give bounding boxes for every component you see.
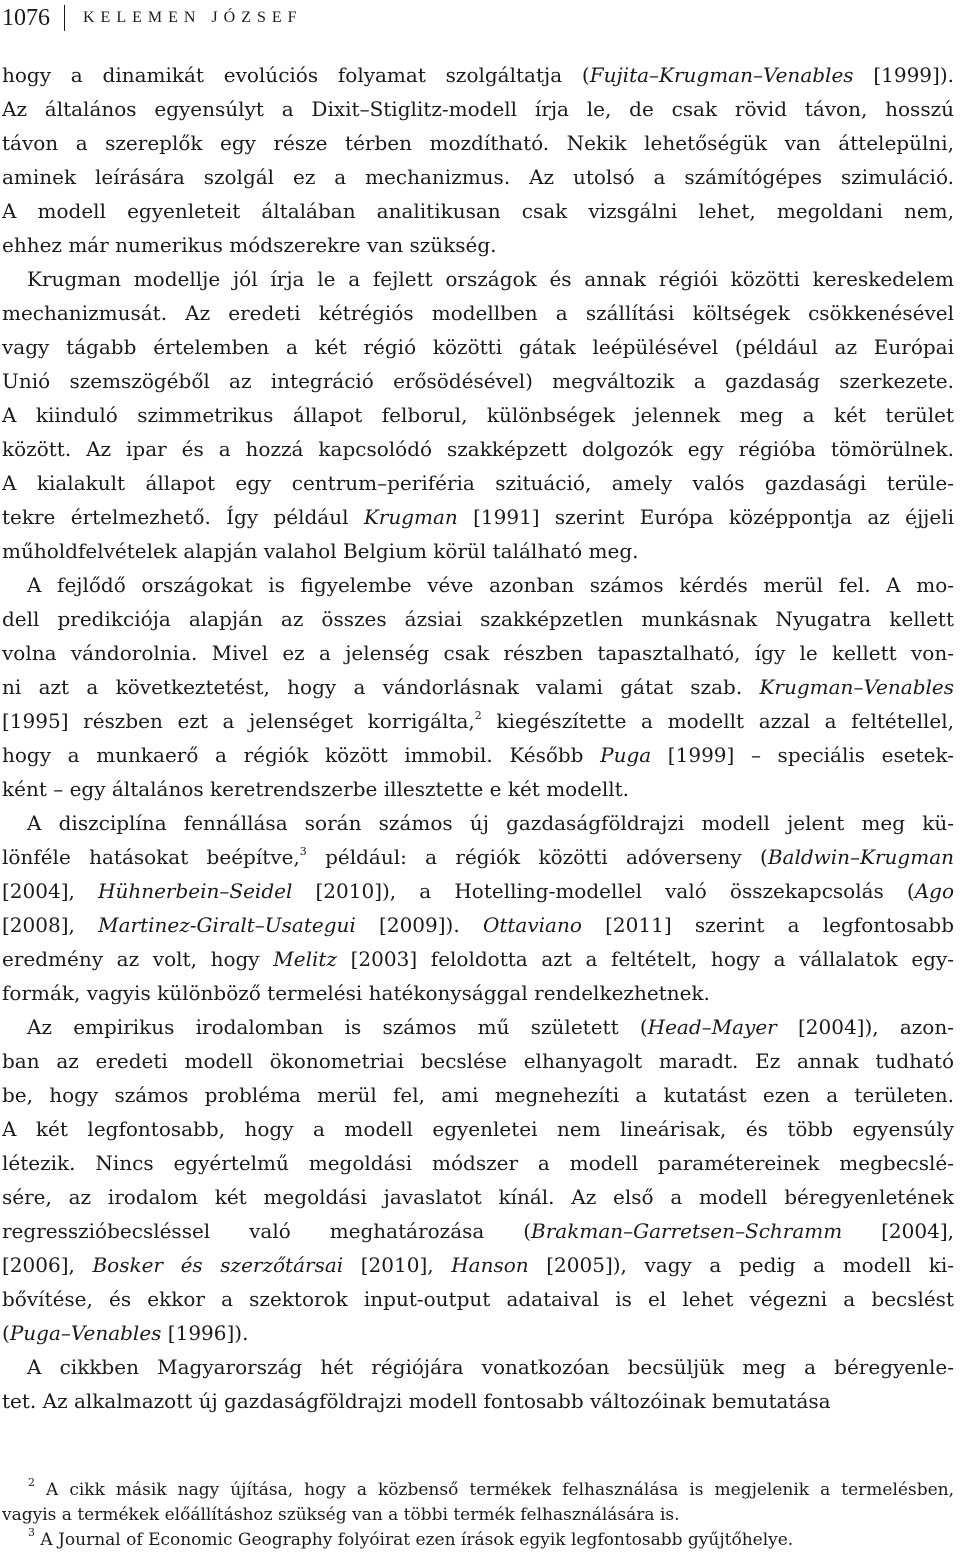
text-line: (Puga–Venables [1996]). [2,1321,249,1345]
text-line: A két legfontosabb, hogy a modell egyenletei nem lineárisak, és több egyensúly [2,1117,954,1141]
footnote-marker: 3 [299,845,307,858]
text-line: [2006], Bosker és szerzőtársai [2010], Hanson [2005]), vagy a pedig a modell ki- [2,1253,954,1277]
text-line: [2008], Martinez-Giralt–Usategui [2009]). Ottaviano [2011] szerint a legfontosabb [2,913,954,937]
text-line: sére, az irodalom két megoldási javaslatot kínál. Az első a modell béregyenletének [2,1185,954,1209]
text-line: ni azt a következtetést, hogy a vándorlásnak valami gátat szab. Krugman–Venables [2,675,954,699]
text-line: hogy a dinamikát evolúciós folyamat szolgáltatja (Fujita–Krugman–Venables [1999]). [2,63,954,87]
citation-italic: Puga [600,743,652,767]
text-line: tet. Az alkalmazott új gazdaságföldrajzi modell fontosabb változóinak bemutatása [2,1389,831,1413]
text-line: Az általános egyensúlyt a Dixit–Stiglitz-modell írja le, de csak rövid távon, hosszú [2,97,954,121]
citation-italic: Head–Mayer [647,1015,777,1039]
citation-italic: Ago [914,879,954,903]
text-line: A kialakult állapot egy centrum–periféria szituáció, amely valós gazdasági terüle- [2,471,954,495]
text-line: műholdfelvételek alapján valahol Belgium körül található meg. [2,539,639,563]
text-line: lönféle hatásokat beépítve,$^3$ például: a régiók közötti adóverseny (Baldwin–Krugman [2,845,954,869]
citation-italic: Brakman–Garretsen–Schramm [531,1219,843,1243]
text-line: A fejlődő országokat is figyelembe véve azonban számos kérdés merül fel. A mo- [27,573,954,597]
running-header [2,4,303,32]
citation-italic: Krugman–Venables [759,675,954,699]
page-number: 1076 [2,4,50,31]
citation-italic: Hanson [451,1253,529,1277]
text-line: A modell egyenleteit általában analitikusan csak vizsgálni lehet, megoldani nem, [2,199,954,223]
text-line: volna vándorolnia. Mivel ez a jelenség csak részben tapasztalható, így le kellett von- [2,641,954,665]
citation-italic: Hühnerbein–Seidel [98,879,293,903]
paragraph [2,58,954,262]
text-line: hogy a munkaerő a régiók között immobil. Később Puga [1999] – speciális esetek- [2,743,954,767]
text-line: ehhez már numerikus módszerekre van szükség. [2,233,497,257]
paragraph [2,1350,954,1418]
text-line: A cikkben Magyarország hét régiójára vonatkozóan becsüljük meg a béregyenle- [27,1355,954,1379]
text-line: ként – egy általános keretrendszerbe illesztette e két modellt. [2,777,630,801]
text-line: között. Az ipar és a hozzá kapcsolódó szakképzett dolgozók egy régióba tömörülnek. [2,437,954,461]
footnote-marker: 2 [28,1478,35,1489]
text-line: Az empirikus irodalomban is számos mű született (Head–Mayer [2004]), azon- [27,1015,954,1039]
text-line: regresszióbecsléssel való meghatározása (Brakman–Garretsen–Schramm [2004], [2,1219,954,1243]
text-line: eredmény az volt, hogy Melitz [2003] feloldotta azt a feltételt, hogy a vállalatok egy- [2,947,954,971]
text-line: Krugman modellje jól írja le a fejlett országok és annak régiói közötti kereskedelem [27,267,954,291]
paragraph [2,1010,954,1350]
text-line: [1995] részben ezt a jelenséget korrigálta,$^2$ kiegészítette a modellt azzal a feltétellel, [2,709,954,733]
paragraph [2,568,954,806]
text-line: Unió szemszögéből az integráció erősödésével) megváltozik a gazdaság szerkezete. [2,369,954,393]
footnote-line: vagyis a termékek előállításhoz szükség van a többi termék felhasználására is. [2,1505,680,1525]
citation-italic: Martinez-Giralt–Usategui [98,913,356,937]
text-line: bővítése, és ekkor a szektorok input-output adataival is el lehet végezni a becslést [2,1287,954,1311]
text-line: dell predikciója alapján az összes ázsiai szakképzetlen munkásnak Nyugatra kellett [2,607,954,631]
citation-italic: Melitz [273,947,337,971]
citation-italic: Puga–Venables [9,1321,162,1345]
body-text [2,58,954,1418]
citation-italic: Bosker és szerzőtársai [92,1253,344,1277]
citation-italic: Fujita–Krugman–Venables [589,63,854,87]
footnote [2,1478,954,1528]
text-line: be, hogy számos probléma merül fel, ami megnehezíti a kutatást ezen a területen. [2,1083,954,1107]
text-line: [2004], Hühnerbein–Seidel [2010]), a Hotelling-modellel való összekapcsolás (Ago [2,879,954,903]
running-author: KELEMEN JÓZSEF [83,9,303,26]
footnote-marker: 2 [474,709,482,722]
text-line: létezik. Nincs egyértelmű megoldási módszer a modell paramétereinek megbecslé- [2,1151,954,1175]
footnote-line: $^2$ A cikk másik nagy újítása, hogy a közbenső termékek felhasználása is megjelenik a termelésben, [28,1478,954,1500]
paragraph [2,806,954,1010]
text-line: tekre értelmezhető. Így például Krugman [1991] szerint Európa középpontja az éjjeli [2,505,954,529]
text-line: mechanizmusát. Az eredeti kétrégiós modellben a szállítási költségek csökkenésével [2,301,954,325]
text-line: távon a szereplők egy része térben mozdítható. Nekik lehetőségük van áttelepülni, [2,131,954,155]
text-line: ban az eredeti modell ökonometriai becslése elhanyagolt maradt. Ez annak tudható [2,1049,954,1073]
footnote-line: $^3$ A Journal of Economic Geography folyóirat ezen írások egyik legfontosabb gyűjtőhelye. [28,1528,794,1550]
text-line: formák, vagyis különböző termelési hatékonysággal rendelkezhetnek. [2,981,710,1005]
footnote-marker: 3 [28,1528,35,1539]
footnote [2,1528,954,1553]
paragraph [2,262,954,568]
citation-italic: Krugman [363,505,458,529]
text-line: A kiinduló szimmetrikus állapot felborul, különbségek jelennek meg a két terület [2,403,954,427]
text-line: A diszciplína fennállása során számos új gazdaságföldrajzi modell jelent meg kü- [27,811,954,835]
text-line: vagy tágabb értelemben a két régió közötti gátak leépülésével (például az Európai [2,335,954,359]
footnotes [2,1478,954,1553]
citation-italic: Baldwin–Krugman [767,845,954,869]
citation-italic: Ottaviano [482,913,582,937]
text-line: aminek leírására szolgál ez a mechanizmus. Az utolsó a számítógépes szimuláció. [2,165,954,189]
